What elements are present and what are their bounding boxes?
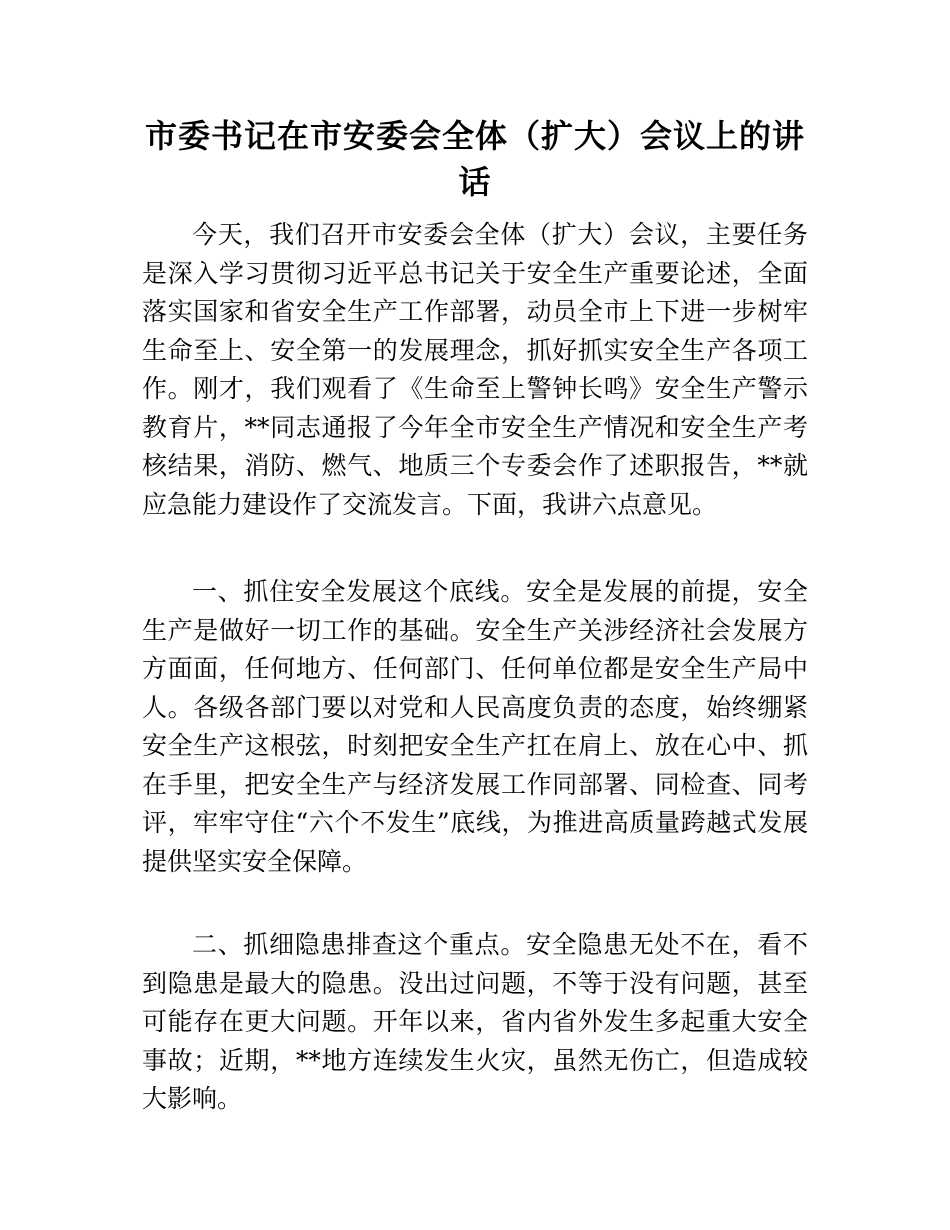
paragraph-intro: 今天，我们召开市安委会全体（扩大）会议，主要任务是深入学习贯彻习近平总书记关于安全生产重要论述，全面落实国家和省安全生产工作部署，动员全市上下进一步树牢生命至上、安全第一的发展理念，抓好抓实安全生产各项工作。刚才，我们观看了《生命至上警钟长鸣》安全生产警示教育片，**同志通报了今年全市安全生产情况和安全生产考核结果，消防、燃气、地质三个专委会作了述职报告，**就应急能力建设作了交流发言。下面，我讲六点意见。 (142, 220, 808, 519)
document-title: 市委书记在市安委会全体（扩大）会议上的讲话 (144, 117, 805, 201)
paragraph-point-two: 二、抓细隐患排查这个重点。安全隐患无处不在，看不到隐患是最大的隐患。没出过问题，不等于没有问题，甚至可能存在更大问题。开年以来，省内省外发生多起重大安全事故；近期，**地方连续发生火灾，虽然无伤亡，但造成较大影响。 (142, 930, 808, 1113)
paragraph-point-one: 一、抓住安全发展这个底线。安全是发展的前提，安全生产是做好一切工作的基础。安全生产关涉经济社会发展方方面面，任何地方、任何部门、任何单位都是安全生产局中人。各级各部门要以对党和人民高度负责的态度，始终绷紧安全生产这根弦，时刻把安全生产扛在肩上、放在心中、抓在手里，把安全生产与经济发展工作同部署、同检查、同考评，牢牢守住“六个不发生”底线，为推进高质量跨越式发展提供坚实安全保障。 (142, 577, 808, 876)
